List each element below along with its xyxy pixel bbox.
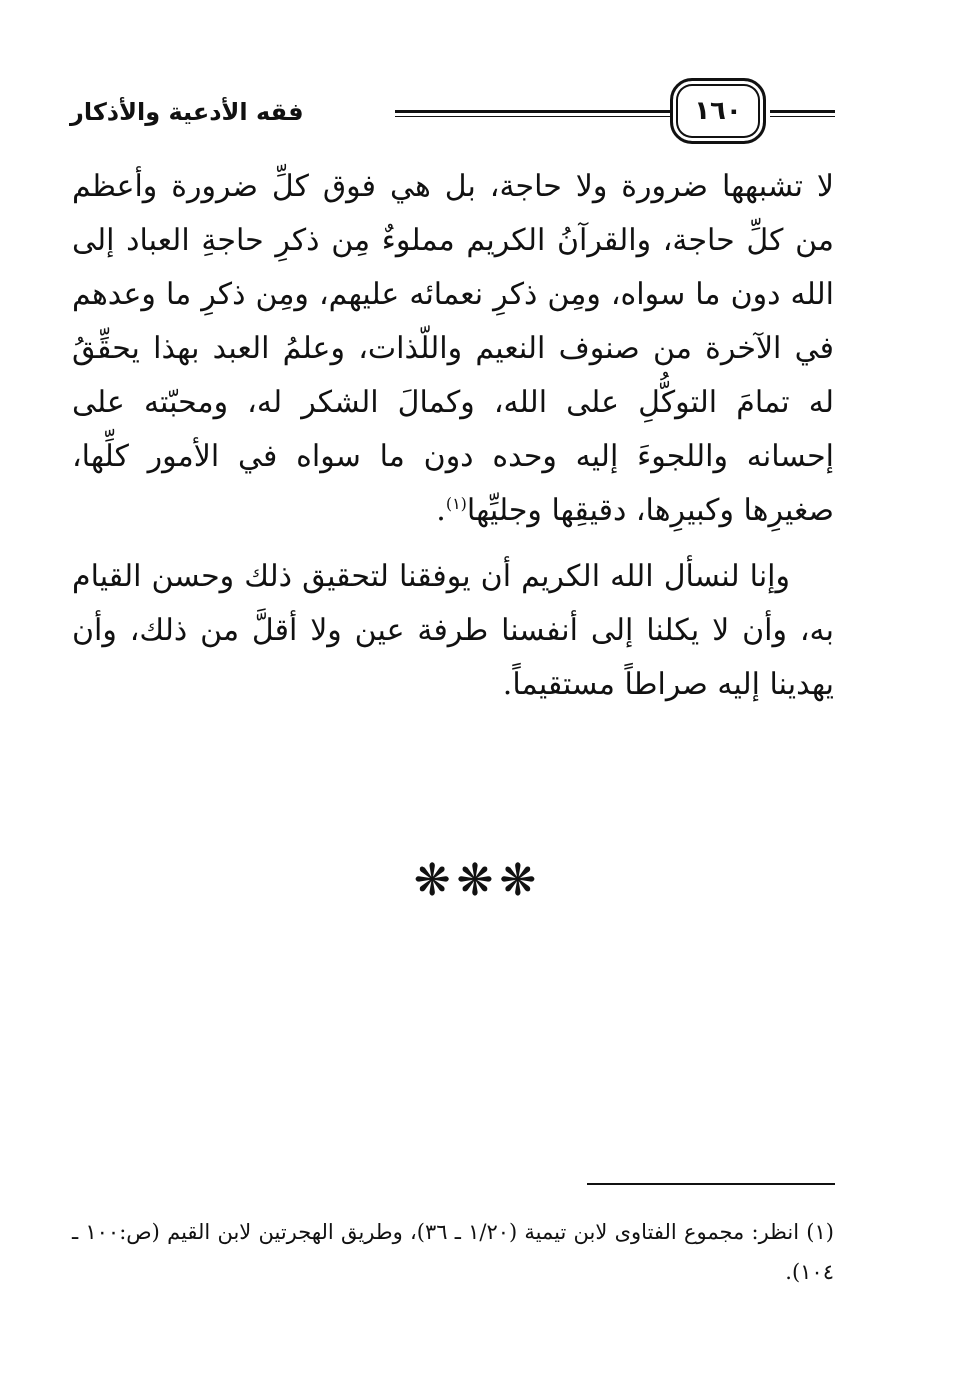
paragraph-1 xyxy=(72,160,834,538)
section-separator: ❋❋❋ xyxy=(413,855,543,906)
page-number: ١٦٠ xyxy=(670,78,766,144)
paragraph-2: وإنا لنسأل الله الكريم أن يوفقنا لتحقيق ذلك وحسن القيام به، وأن لا يكلنا إلى أنفسنا طرفة عين ولا أقلَّ من ذلك، وأن يهدينا إليه صراطاً مستقيماً. xyxy=(72,559,834,702)
paragraph-1-period: . xyxy=(436,493,446,528)
main-text xyxy=(72,160,834,712)
footnote-reference: (١) xyxy=(445,494,467,513)
header-rule-right xyxy=(770,110,835,117)
paragraph-1-text: لا تشبهها ضرورة ولا حاجة، بل هي فوق كلِّ ضرورة وأعظم من كلِّ حاجة، والقرآنُ الكريم مملوءٌ مِن ذكرِ حاجةِ العباد إلى الله دون ما سواه، ومِن ذكرِ نعمائه عليهم، ومِن ذكرِ ما وعدهم في الآخرة من صنوف النعيم واللّذات، وعلمُ العبد بهذا يحقِّقُ له تمامَ التوكُّلِ على الله، وكمالَ الشكر له، ومحبّته على إحسانه واللجوءَ إليه وحده دون ما سواه في الأمور كلِّها، صغيرِها وكبيرِها، دقيقِها وجليِّها xyxy=(72,169,834,528)
footnote-divider xyxy=(587,1183,835,1185)
header-rule-left xyxy=(395,110,675,117)
page-header xyxy=(70,78,835,148)
running-title: فقه الأدعية والأذكار xyxy=(70,98,304,126)
footnote: (١) انظر: مجموع الفتاوى لابن تيمية (١/٢٠ ـ ٣٦)، وطريق الهجرتين لابن القيم (ص:١٠٠ ـ ١٠٤). xyxy=(72,1220,834,1284)
